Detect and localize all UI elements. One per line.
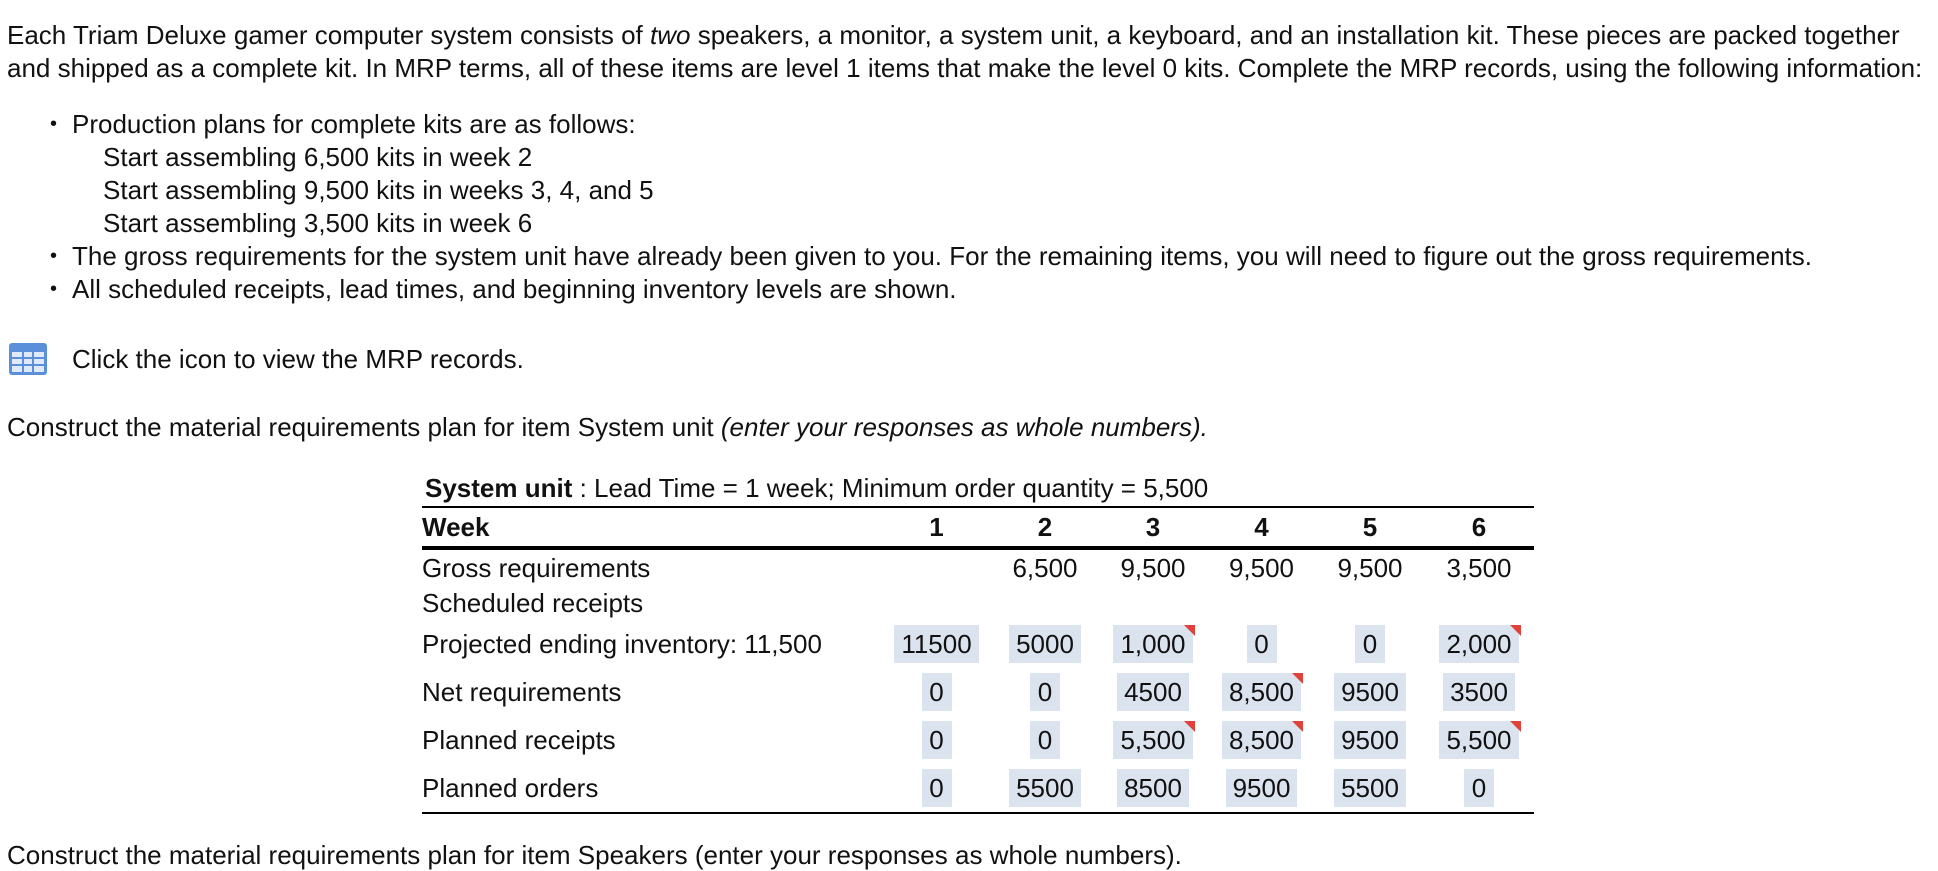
inventory-input[interactable]: 0 (1355, 625, 1385, 663)
scheduled-value (882, 586, 991, 620)
bullet-icon: • (50, 278, 58, 300)
problem-line-1: Each Triam Deluxe gamer computer system consists of two speakers, a monitor, a system unit, a keyboard, and an installation kit. These pieces are packed together (7, 20, 1900, 50)
bullet-icon: • (50, 113, 58, 135)
planned-receipt-input-incorrect[interactable]: 5,500 (1113, 721, 1192, 759)
net-input[interactable]: 9500 (1334, 673, 1406, 711)
table-caption (425, 473, 1208, 504)
net-requirements-row (422, 668, 1534, 716)
row-label: Planned receipts (422, 724, 616, 755)
row-label: Projected ending inventory: 11,500 (422, 628, 822, 659)
bullet-production-plans: • Production plans for complete kits are as follows: (50, 109, 636, 139)
construct-instruction: Construct the material requirements plan for item System unit (enter your responses as whole numbers). (7, 412, 1208, 442)
scheduled-value (1316, 586, 1424, 620)
gross-value: 9,500 (1120, 552, 1186, 583)
net-input[interactable]: 0 (1030, 673, 1060, 711)
week-number: 2 (1037, 511, 1053, 542)
planned-order-input[interactable]: 5500 (1334, 769, 1406, 807)
gross-value: 9,500 (1337, 552, 1403, 583)
inventory-input-incorrect[interactable]: 2,000 (1439, 625, 1518, 663)
next-construct-instruction: Construct the material requirements plan for item Speakers (enter your responses as whole numbers). (7, 840, 1182, 870)
projected-inventory-row (422, 620, 1534, 668)
scheduled-value (991, 586, 1099, 620)
bullet-gross-requirements: • The gross requirements for the system unit have already been given to you. For the remaining items, you will need to figure out the gross requirements. (50, 241, 1812, 271)
scheduled-value (1099, 586, 1207, 620)
gross-value (882, 548, 991, 586)
gross-value: 3,500 (1446, 552, 1512, 583)
planned-order-input[interactable]: 9500 (1226, 769, 1298, 807)
plan-line: Start assembling 9,500 kits in weeks 3, 4, and 5 (103, 175, 654, 205)
bullet-scheduled-receipts: • All scheduled receipts, lead times, and beginning inventory levels are shown. (50, 274, 957, 304)
bullet-icon: • (50, 245, 58, 267)
item-name: System unit (425, 473, 573, 503)
planned-order-input[interactable]: 0 (1464, 769, 1494, 807)
gross-requirements-row (422, 548, 1534, 586)
inventory-input-incorrect[interactable]: 1,000 (1113, 625, 1192, 663)
plan-line: Start assembling 3,500 kits in week 6 (103, 208, 533, 238)
plan-line: Start assembling 6,500 kits in week 2 (103, 142, 533, 172)
problem-line-2: and shipped as a complete kit. In MRP terms, all of these items are level 1 items that make the level 0 kits. Complete the MRP records, using the following information: (7, 53, 1923, 83)
week-label: Week (422, 511, 490, 542)
week-header-row (422, 507, 1534, 548)
planned-order-input[interactable]: 5500 (1009, 769, 1081, 807)
row-label: Planned orders (422, 772, 599, 803)
row-label: Scheduled receipts (422, 587, 644, 618)
net-input[interactable]: 0 (922, 673, 952, 711)
week-number: 5 (1362, 511, 1378, 542)
inventory-input[interactable]: 11500 (894, 625, 978, 663)
inventory-input[interactable]: 0 (1247, 625, 1277, 663)
problem-statement (7, 19, 1937, 85)
row-label: Net requirements (422, 676, 622, 707)
planned-receipt-input[interactable]: 0 (922, 721, 952, 759)
net-input-incorrect[interactable]: 8,500 (1222, 673, 1301, 711)
scheduled-receipts-row (422, 586, 1534, 620)
mrp-table (422, 506, 1534, 814)
scheduled-value (1424, 586, 1534, 620)
gross-value: 6,500 (1012, 552, 1078, 583)
table-icon[interactable] (8, 342, 48, 376)
mrp-records-link-text[interactable]: Click the icon to view the MRP records. (72, 343, 524, 374)
planned-receipt-input-incorrect[interactable]: 5,500 (1439, 721, 1518, 759)
week-number: 6 (1471, 511, 1487, 542)
planned-order-input[interactable]: 0 (922, 769, 952, 807)
planned-receipt-input[interactable]: 0 (1030, 721, 1060, 759)
mrp-records-link[interactable] (8, 342, 524, 376)
planned-orders-row (422, 764, 1534, 813)
item-info: : Lead Time = 1 week; Minimum order quantity = 5,500 (572, 473, 1209, 503)
week-number: 3 (1145, 511, 1161, 542)
net-input[interactable]: 4500 (1117, 673, 1189, 711)
inventory-input[interactable]: 5000 (1009, 625, 1081, 663)
planned-receipt-input[interactable]: 9500 (1334, 721, 1406, 759)
week-number: 1 (929, 511, 944, 542)
scheduled-value (1207, 586, 1316, 620)
row-label: Gross requirements (422, 552, 651, 583)
info-bullets (50, 108, 1812, 306)
planned-receipt-input-incorrect[interactable]: 8,500 (1222, 721, 1301, 759)
week-number: 4 (1254, 511, 1269, 542)
planned-order-input[interactable]: 8500 (1117, 769, 1189, 807)
planned-receipts-row (422, 716, 1534, 764)
gross-value: 9,500 (1228, 552, 1295, 583)
net-input[interactable]: 3500 (1443, 673, 1515, 711)
